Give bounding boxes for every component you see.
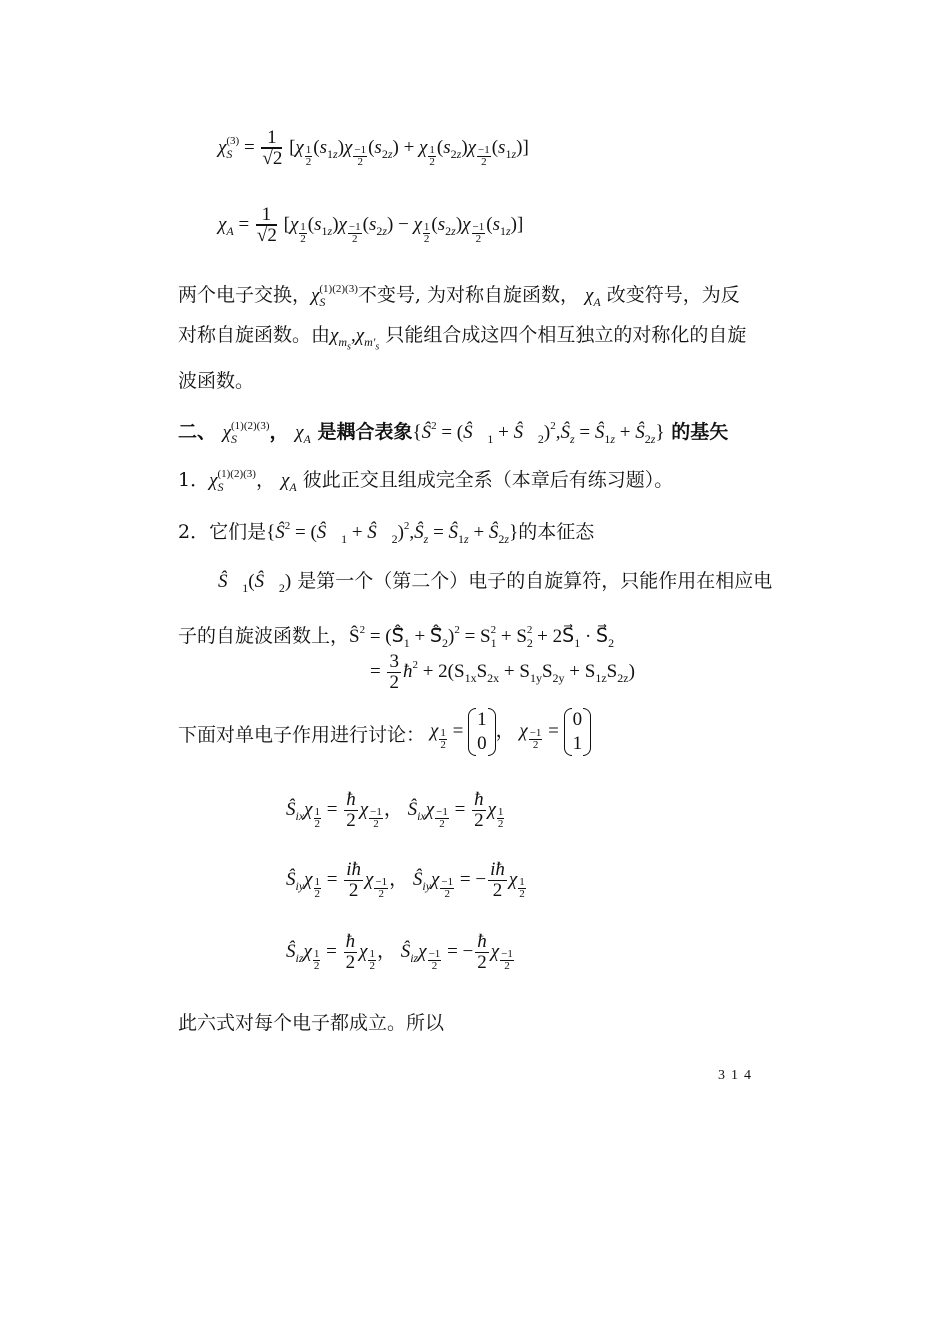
paragraph-1-line-1: 两个电子交换，$\chi_S^{(1)(2)(3)}$不变号, 为对称自旋函数， $\chi_A$ 改变符号，为反	[178, 283, 740, 309]
paragraph-1-line-2: 对称自旋函数。由$\chi_{m_s},\chi_{m'_s}$ 只能组合成这四个相互独立的对称化的自旋	[178, 324, 747, 353]
item-2: 2．它们是{$Ŝ^2$ = ($Ŝ⃗_1$ + $Ŝ⃗_2)^2,Ŝ_z$ = $Ŝ_{1z}$ + $Ŝ_{2z}$}的本征态	[178, 520, 595, 546]
paragraph-2-line-1: $Ŝ⃗_1(Ŝ⃗_2)$ 是第一个（第二个）电子的自旋算符，只能作用在相应电	[218, 570, 773, 595]
item-1: 1．$\chi_S^{(1)(2)(3)}$， $\chi_A$ 彼此正交且组成完全系（本章后有练习题）。	[178, 468, 674, 494]
equation-sz: $Ŝ_{iz}\chi$ $\frac{1}{2}$ = $\frac{ħ}{2}$ χ $\frac{1}{2}$ ， $Ŝ_{iz}\chi$ $\frac{-1}{2}$ = − $\frac{ħ}{2}$ χ $\frac{-1}{2}$	[286, 931, 513, 973]
equation-chi-s3: $\chi_S^{(3)}$ = $\frac{1}{√2}$ [χ $\frac{1}{2}$ $(s_{1z})\chi$ $\frac{-1}{2}$ $(s_{2z}) + \chi$ $\frac{1}{2}$ $(s_{2z})\chi$ $\frac{-1}{2}$ $(s_{1z})$]	[218, 127, 529, 169]
paragraph-1-line-3: 波函数。	[178, 370, 255, 392]
paragraph-2-line-2: 子的自旋波函数上，$Ŝ^2$ = ($Ŝ⃗_1$ + $Ŝ⃗_2)^2 = S_1^2 + S_2^2$ + $2S⃗_1$ · $S⃗_2$	[178, 624, 615, 650]
equation-sy: $Ŝ_{iy}\chi$ $\frac{1}{2}$ = $\frac{iħ}{2}$ χ $\frac{-1}{2}$ ， $Ŝ_{iy}\chi$ $\frac{-1}{2}$ = − $\frac{iħ}{2}$ χ $\frac{1}{2}$	[286, 859, 525, 901]
equation-spinors: χ $\frac{1}{2}$ = 1 0 ， χ $\frac{-1}{2}$ = 0 1	[430, 708, 591, 756]
equation-s-squared: = $\frac{3}{2}$ $ħ^2 + 2(S_{1x}S_{2x} + S_{1y}S_{2y} + S_{1z}S_{2z})$	[370, 651, 635, 693]
paragraph-4: 此六式对每个电子都成立。所以	[178, 1012, 445, 1034]
page-number: 314	[718, 1068, 757, 1083]
equation-sx: $Ŝ_{ix}\chi$ $\frac{1}{2}$ = $\frac{ħ}{2}$ χ $\frac{-1}{2}$ ， $Ŝ_{ix}\chi$ $\frac{-1}{2}$ = $\frac{ħ}{2}$ χ $\frac{1}{2}$	[286, 789, 504, 831]
paragraph-3: 下面对单电子作用进行讨论：	[178, 724, 426, 746]
equation-chi-a: $\chi_A$ = $\frac{1}{√2}$ [χ $\frac{1}{2}$ $(s_{1z})\chi$ $\frac{-1}{2}$ $(s_{2z}) - \chi$ $\frac{1}{2}$ $(s_{2z})\chi$ $\frac{-1}{2}$ $(s_{1z})$]	[218, 204, 524, 246]
section-heading: 二、 $\chi_S^{(1)(2)(3)}$， $\chi_A$ 是耦合表象{$Ŝ^2$ = ($Ŝ⃗_1$ + $Ŝ⃗_2)^2,Ŝ_z$ = $Ŝ_{1z}$ + $Ŝ_{2z}$} 的基矢	[178, 420, 729, 446]
